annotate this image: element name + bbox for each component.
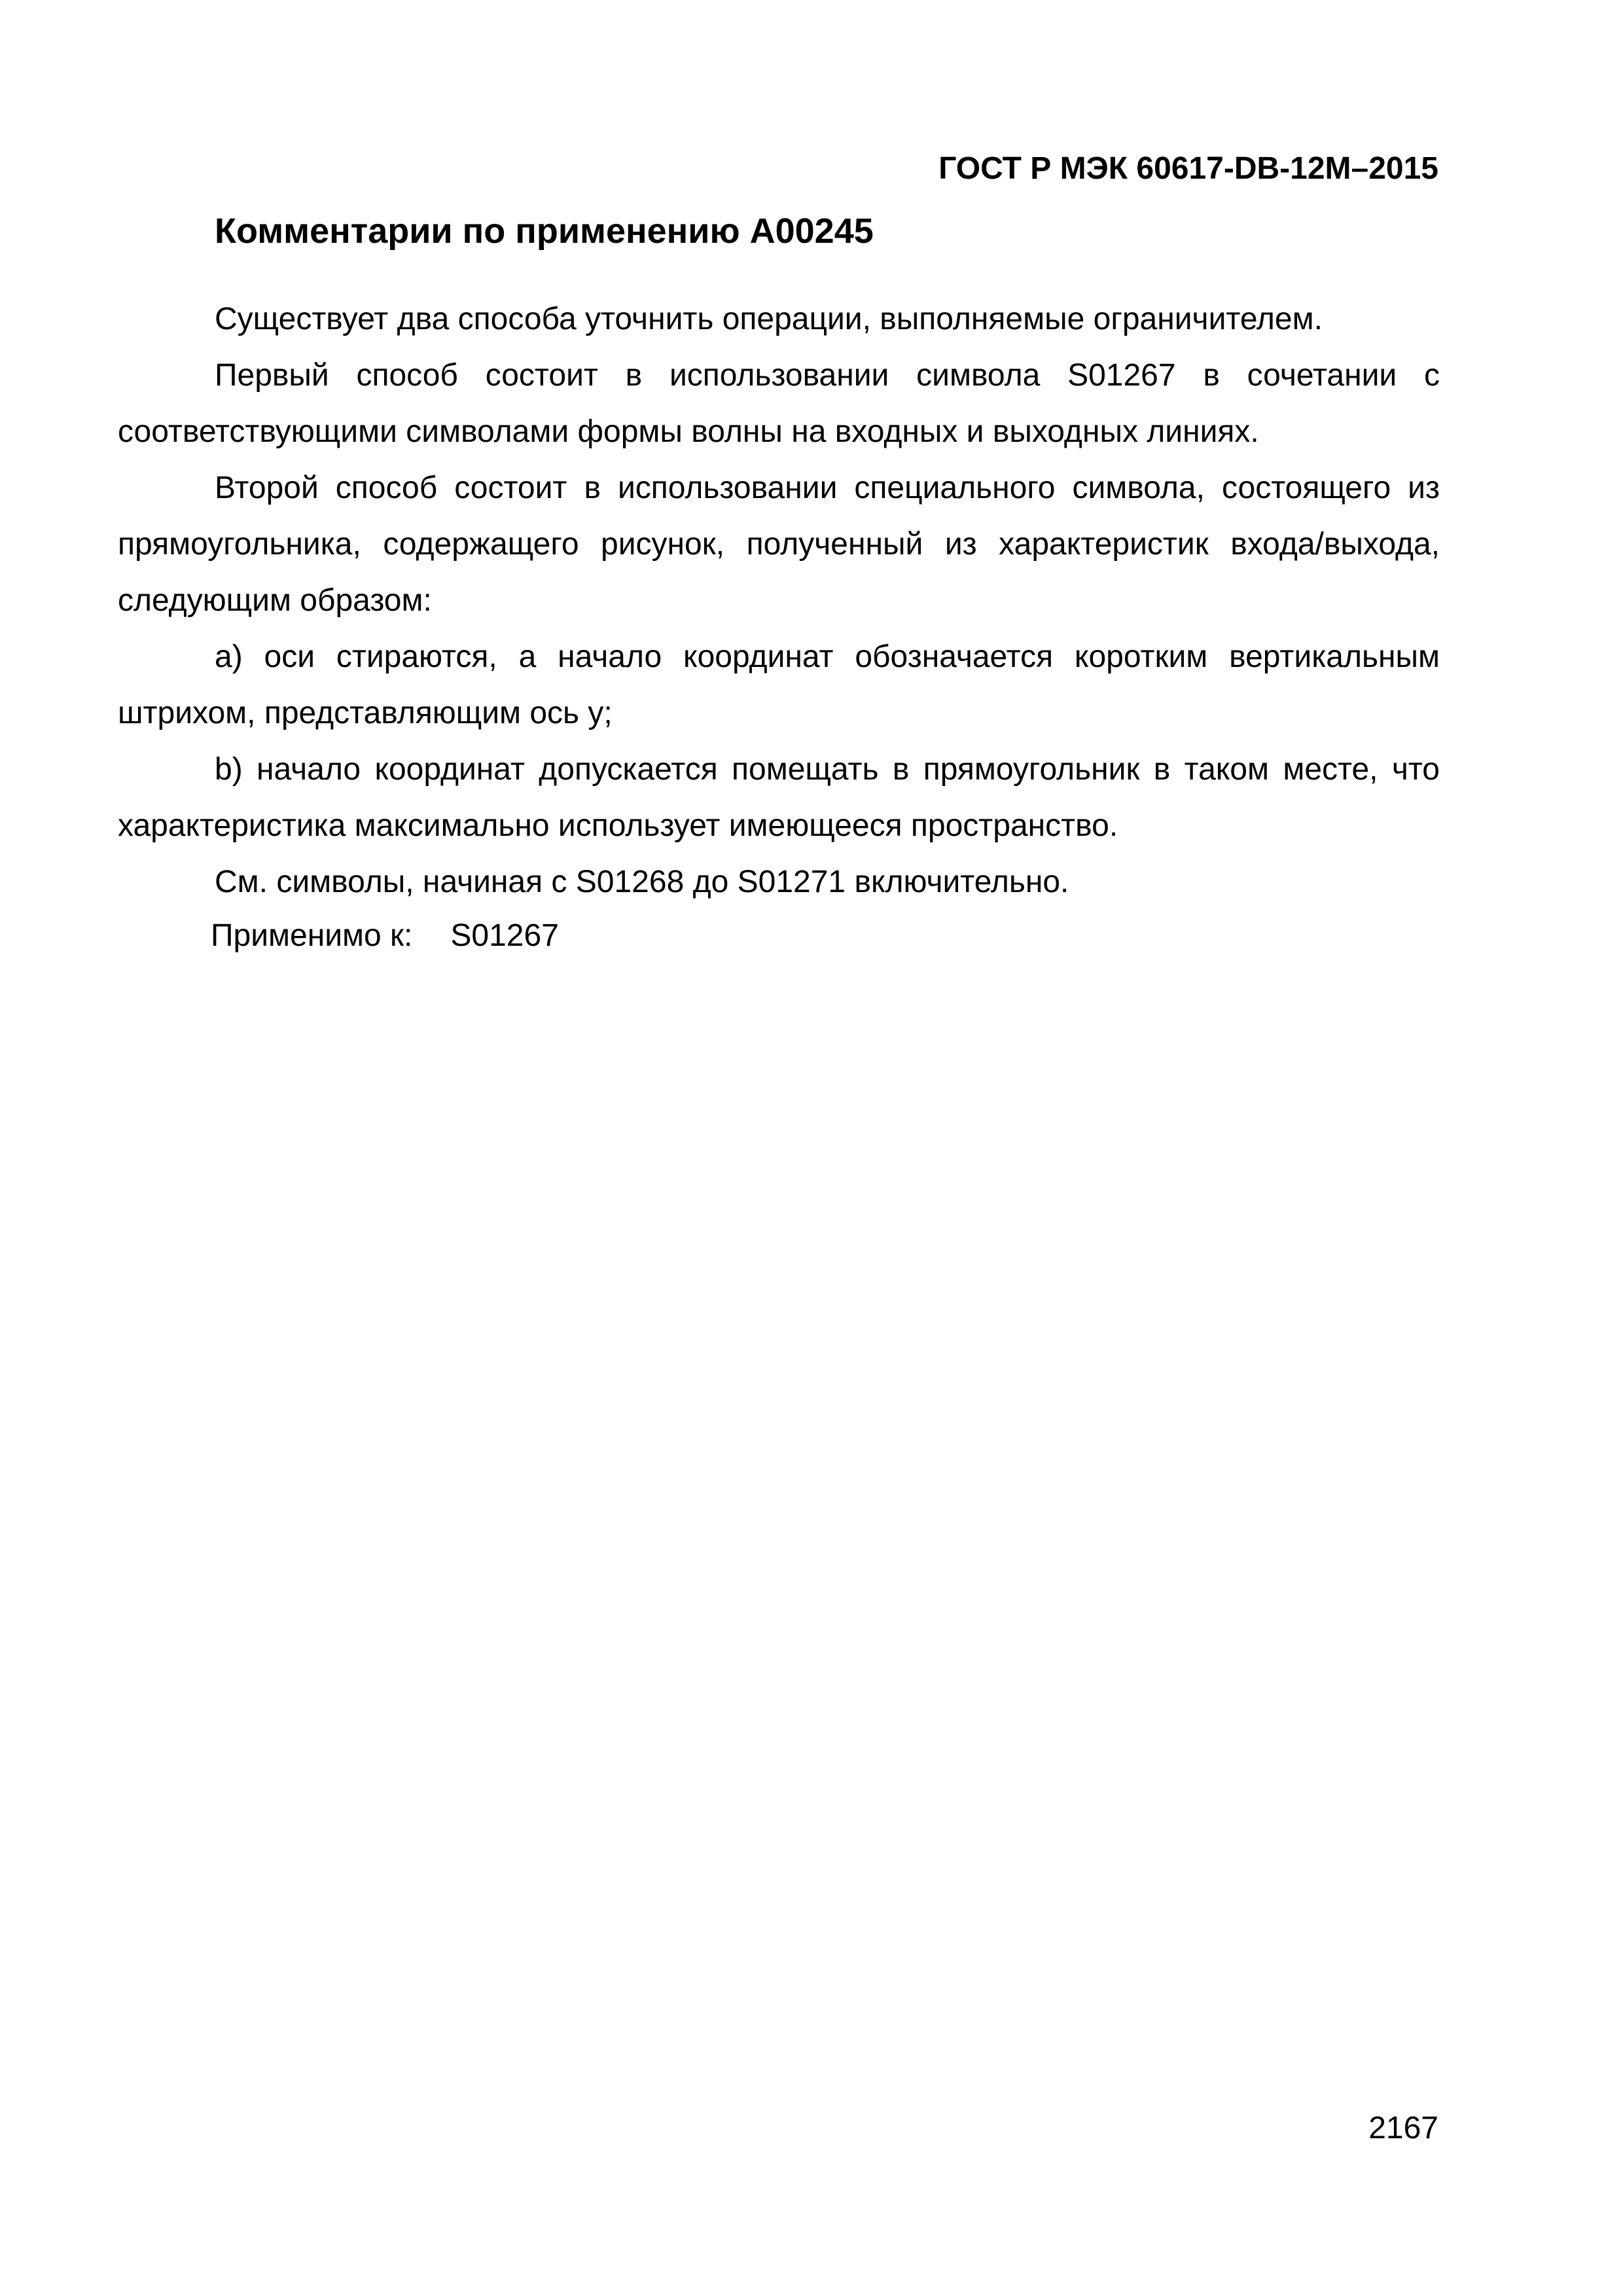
comment-body bbox=[118, 291, 1440, 910]
page-number: 2167 bbox=[1368, 2111, 1438, 2145]
paragraph-first-method: Первый способ состоит в использовании символа S01267 в сочетании с соответствующими символами формы волны на входных и выходных линиях. bbox=[118, 358, 1440, 449]
paragraph-see-symbols: См. символы, начиная с S01268 до S01271 включительно. bbox=[215, 865, 1069, 899]
applies-to-line bbox=[211, 913, 559, 959]
section-title: Комментарии по применению А00245 bbox=[215, 211, 874, 251]
paragraph-second-method: Второй способ состоит в использовании специального символа, состоящего из прямоугольника, содержащего рисунок, полученный из характеристик входа/выхода, следующим образом: bbox=[118, 471, 1440, 618]
paragraph-intro: Существует два способа уточнить операции, выполняемые ограничителем. bbox=[215, 302, 1323, 336]
applies-to-code: S01267 bbox=[450, 918, 559, 953]
paragraph-item-b: b) начало координат допускается помещать в прямоугольник в таком месте, что характеристика максимально использует имеющееся пространство. bbox=[118, 752, 1440, 843]
paragraph-item-a: а) оси стираются, а начало координат обозначается коротким вертикальным штрихом, представляющим ось у; bbox=[118, 639, 1440, 730]
applies-to-label: Применимо к: bbox=[211, 918, 413, 953]
document-header: ГОСТ Р МЭК 60617-DB-12М–2015 bbox=[938, 151, 1438, 186]
